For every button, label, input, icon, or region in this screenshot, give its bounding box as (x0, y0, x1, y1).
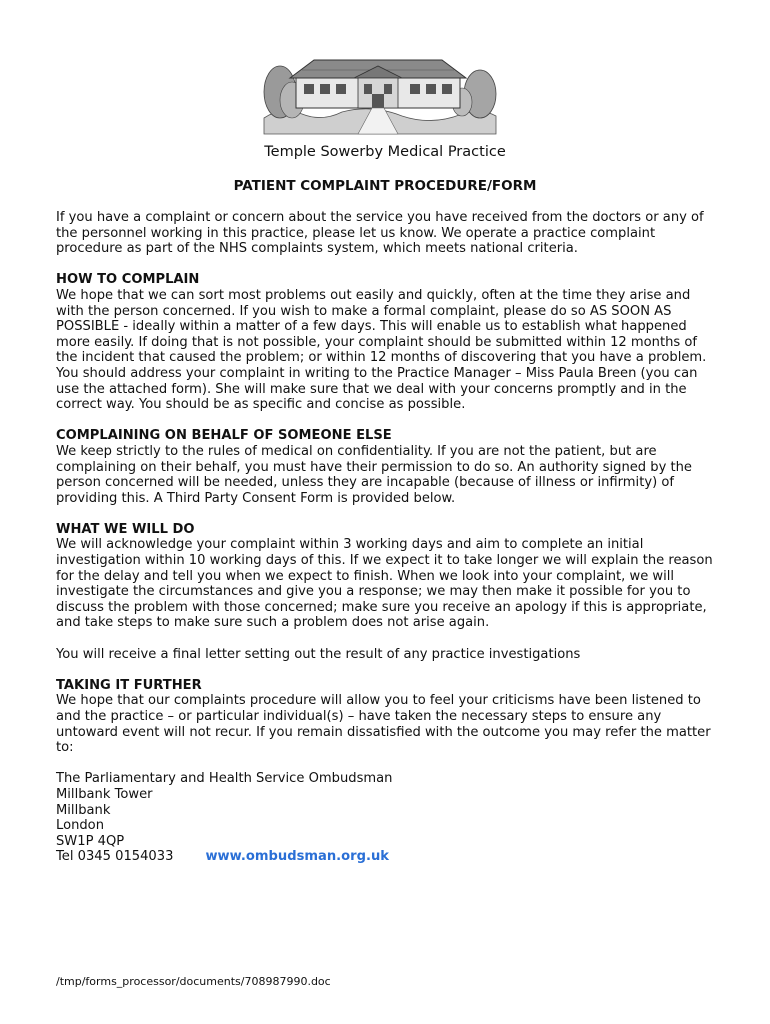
address-line: London (56, 818, 104, 834)
section-what-we-do (56, 522, 721, 631)
final-letter-paragraph: You will receive a final letter setting out the result of any practice investigations (56, 646, 581, 662)
document-body (56, 210, 721, 865)
address-line: The Parliamentary and Health Service Ombudsman (56, 771, 393, 787)
section-text: We keep strictly to the rules of medical on confidentiality. If you are not the patient, but are complaining on their behalf, you must have their permission to do so. An authority signed by the person concerned will be needed, unless they are incapable (because of illness or infirmity) of providing this. A Third Party Consent Form is provided below. (56, 443, 692, 506)
form-title: PATIENT COMPLAINT PROCEDURE/FORM (233, 178, 537, 194)
document-path-footer: /tmp/forms_processor/documents/708987990.doc (56, 975, 331, 988)
section-heading: HOW TO COMPLAIN (56, 272, 200, 288)
section-how-to-complain (56, 272, 721, 412)
ombudsman-website-link[interactable]: www.ombudsman.org.uk (205, 849, 389, 865)
address-line: Millbank (56, 802, 111, 818)
section-taking-further (56, 678, 721, 756)
section-heading: COMPLAINING ON BEHALF OF SOMEONE ELSE (56, 428, 392, 444)
section-heading: WHAT WE WILL DO (56, 521, 195, 537)
address-line: SW1P 4QP (56, 833, 125, 849)
intro-paragraph: If you have a complaint or concern about the service you have received from the doctors or any of the personnel working in this practice, please let us know. We operate a practice complaint procedure as part of the NHS complaints system, which meets national criteria. (56, 210, 704, 257)
contact-row (56, 849, 721, 865)
address-line: Millbank Tower (56, 786, 153, 802)
section-text: We hope that our complaints procedure will allow you to feel your criticisms have been listened to and the practice – or particular individual(s) – have taken the necessary steps to ensure any untoward event will not recur. If you remain dissatisfied with the outcome you may refer the matter to: (56, 693, 711, 756)
telephone-number: Tel 0345 0154033 (56, 849, 174, 865)
practice-building-logo (262, 56, 498, 136)
section-text: We hope that we can sort most problems out easily and quickly, often at the time they arise and with the person concerned. If you wish to make a formal complaint, please do so AS SOON AS POSSIBLE - ideally within a matter of a few days. This will enable us to establish what happened more easily. If doing that is not possible, your complaint should be submitted within 12 months of the incident that caused the problem; or within 12 months of discovering that you have a problem. You should address your complaint in writing to the Practice Manager – Miss Paula Breen (you can use the attached form). She will make sure that we deal with your concerns promptly and in the correct way. You should be as specific and concise as possible. (56, 287, 707, 413)
ombudsman-address (56, 771, 721, 865)
section-behalf (56, 428, 721, 506)
practice-name: Temple Sowerby Medical Practice (264, 144, 506, 160)
section-heading: TAKING IT FURTHER (56, 677, 202, 693)
section-text: We will acknowledge your complaint within 3 working days and aim to complete an initial investigation within 10 working days of this. If we expect it to take longer we will explain the reason for the delay and tell you when we expect to finish. When we look into your complaint, we will investigate the circumstances and give you a response; we may then make it possible for you to discuss the problem with those concerned; make sure you receive an apology if this is appropriate, and take steps to make sure such a problem does not arise again. (56, 537, 713, 631)
